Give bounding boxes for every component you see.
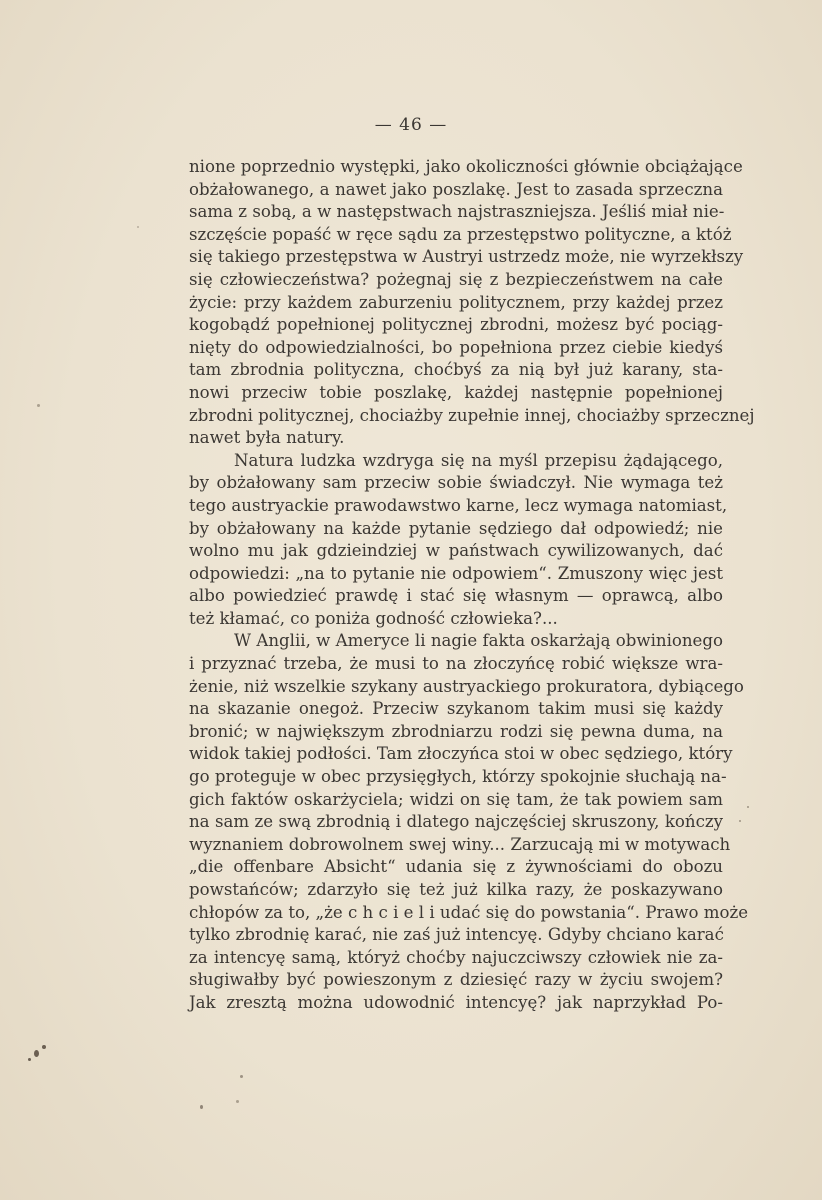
paper-speck [42,1045,46,1049]
paper-speck [236,1100,239,1103]
text-line: by obżałowany sam przeciw sobie świadczył. Nie wymaga też [189,473,723,493]
text-line: sama z sobą, a w następstwach najstraszniejsza. Jeśliś miał nie- [189,202,725,222]
text-line: nowi przeciw tobie poszlakę, każdej następnie popełnionej [189,382,723,402]
text-line: na skazanie onegoż. Przeciw szykanom takim musi się każdy [189,699,723,719]
text-line: gich faktów oskarżyciela; widzi on się tam, że tak powiem sam [189,789,723,809]
paper-speck [137,226,139,228]
text-line: tego austryackie prawodawstwo karne, lecz wymaga natomiast, [189,495,728,515]
text-line: powstańców; zdarzyło się też już kilka razy, że poskazywano [189,880,723,899]
text-line: wolno mu jak gdzieindziej w państwach cywilizowanych, dać [189,541,723,561]
text-line: W Anglii, w Ameryce li nagie fakta oskarżają obwinionego [234,631,723,651]
text-line: odpowiedzi: „na to pytanie nie odpowiem“. Zmuszony więc jest [189,563,723,583]
text-line: kogobądź popełnionej politycznej zbrodni, możesz być pociąg- [189,315,723,335]
text-line: zbrodni politycznej, chociażby zupełnie innej, chociażby sprzecznej [189,405,755,425]
paper-speck [37,404,40,407]
text-line: wyznaniem dobrowolnem swej winy... Zarzucają mi w motywach [189,834,731,854]
paper-speck [28,1058,31,1061]
text-line: obżałowanego, a nawet jako poszlakę. Jest to zasada sprzeczna [189,179,723,199]
text-line: się człowieczeństwa? pożegnaj się z bezpieczeństwem na całe [189,269,723,289]
text-line: życie: przy każdem zaburzeniu politycznem, przy każdej przez [189,292,723,312]
text-line: sługiwałby być powieszonym z dziesięć razy w życiu swojem? [189,970,723,990]
text-line: się takiego przestępstwa w Austryi ustrzedz może, nie wyrzekłszy [189,247,744,267]
paper-speck [200,1105,203,1109]
text-line: bronić; w największym zbrodniarzu rodzi się pewna duma, na [189,721,723,741]
body-text [189,156,755,1015]
paper-speck [240,1075,243,1078]
text-line: tylko zbrodnię karać, nie zaś już intencyę. Gdyby chciano karać [189,925,724,945]
paper-speck [34,1050,39,1057]
text-line: też kłamać, co poniża godność człowieka?... [189,608,558,628]
text-line: szczęście popaść w ręce sądu za przestępstwo polityczne, a któż [189,224,732,244]
text-line: „die offenbare Absicht“ udania się z żywnościami do obozu [189,857,723,877]
text-line: Jak zresztą można udowodnić intencyę? jak naprzykład Po- [189,992,723,1012]
text-line: albo powiedzieć prawdę i stać się własnym — oprawcą, albo [189,586,723,606]
paper-speck [747,806,749,808]
page-number: — 46 — [374,115,448,135]
text-line: nione poprzednio występki, jako okoliczności głównie obciążające [189,157,743,176]
text-line: by obżałowany na każde pytanie sędziego dał odpowiedź; nie [189,518,723,538]
text-line: chłopów za to, „że c h c i e l i udać się do powstania“. Prawo może [189,902,749,922]
text-line: widok takiej podłości. Tam złoczyńca stoi w obec sędziego, który [189,744,733,764]
text-line: żenie, niż wszelkie szykany austryackiego prokuratora, dybiącego [189,676,744,696]
text-line: Natura ludzka wzdryga się na myśl przepisu żądającego, [234,450,723,470]
text-line: nawet była natury. [189,428,345,448]
text-line: tam zbrodnia polityczna, choćbyś za nią był już karany, sta- [189,360,723,380]
text-line: i przyznać trzeba, że musi to na złoczyńcę robić większe wra- [189,654,723,674]
text-line: go proteguje w obec przysięgłych, którzy spokojnie słuchają na- [189,767,727,787]
paper-speck [739,820,741,822]
text-line: nięty do odpowiedzialności, bo popełniona przez ciebie kiedyś [189,337,723,357]
text-line: na sam ze swą zbrodnią i dlatego najczęściej skruszony, kończy [189,812,723,832]
text-line: za intencyę samą, któryż choćby najuczciwszy człowiek nie za- [189,947,723,967]
